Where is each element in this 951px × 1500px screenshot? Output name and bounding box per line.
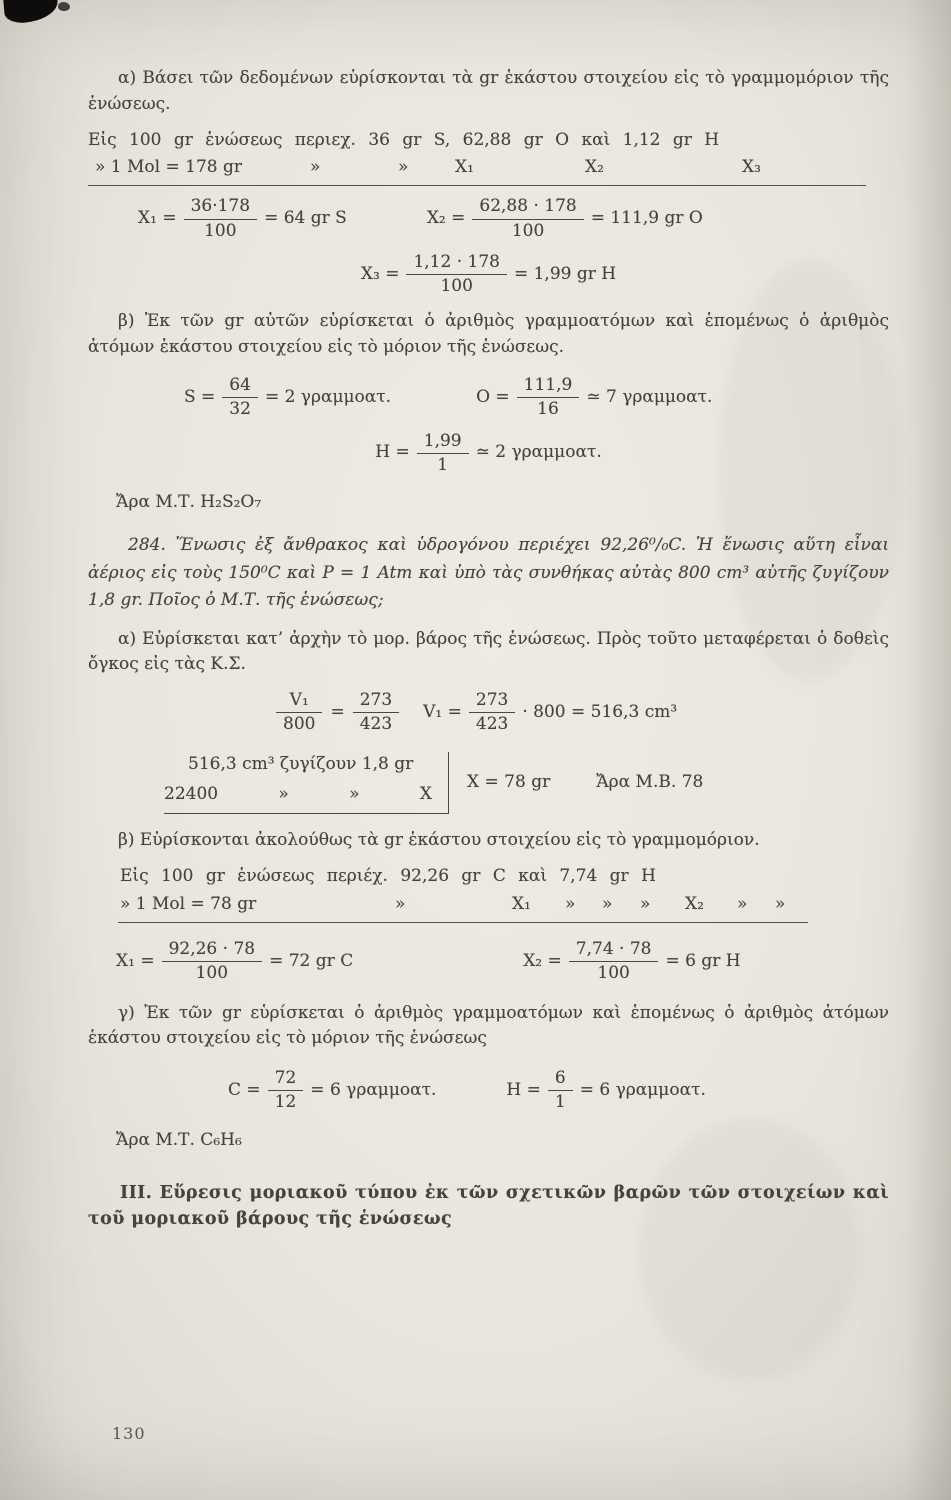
given-data-line-1: Εἰς 100 gr ἑνώσεως περιεχ. 36 gr S, 62,88 gr O καὶ 1,12 gr H <box>88 129 720 150</box>
equation-x3 <box>361 252 616 298</box>
equation-rhs: · 800 = 516,3 cm³ <box>522 702 678 723</box>
equation-rhs: = 6 γραμμοατ. <box>310 1080 437 1101</box>
equation-lhs: H = <box>375 442 410 463</box>
fraction-numerator: 6 <box>548 1068 573 1091</box>
equation-h <box>375 431 601 477</box>
section-iii-heading: III. Εὕρεσις μοριακοῦ τύπου ἐκ τῶν σχετικῶν βαρῶν τῶν στοιχείων καὶ τοῦ μοριακοῦ βάρους τῆς ἑνώσεως <box>88 1182 889 1230</box>
conclusion-molecular-type-2: Ἄρα Μ.Τ. C₆H₆ <box>116 1129 242 1150</box>
equation-x1 <box>138 196 347 242</box>
paragraph-method-b: β) Ἐκ τῶν gr αὐτῶν εὑρίσκεται ὁ ἀριθμὸς γραμμοατόμων καὶ ἑπομένως ὁ ἀριθμὸς ἀτόμων ἑκάστου στοιχείου εἰς τὸ μόριον τῆς ἑνώσεως. <box>88 311 889 358</box>
equation-rhs: ≃ 7 γραμμοατ. <box>586 386 713 407</box>
unknown-x2: X₂ <box>585 157 604 178</box>
fraction <box>268 1068 304 1114</box>
proportion-row-1: 516,3 cm³ ζυγίζουν 1,8 gr <box>188 753 414 774</box>
fraction <box>184 196 257 242</box>
ditto-mark: » <box>349 783 360 804</box>
proportion-block <box>164 752 889 815</box>
fraction <box>569 939 659 985</box>
fraction-denominator: 16 <box>537 399 559 420</box>
page-number: 130 <box>112 1424 146 1443</box>
paragraph-284-step-a: α) Εὑρίσκεται κατ’ ἀρχὴν τὸ μορ. βάρος τῆς ἑνώσεως. Πρὸς τοῦτο μεταφέρεται ὁ δοθεὶς ὄγκος εἰς τὰς Κ.Σ. <box>88 628 889 675</box>
fraction <box>276 690 322 736</box>
proportion-header-row-1 <box>88 155 866 186</box>
fraction-numerator: V₁ <box>276 690 322 713</box>
fraction-numerator: 36·178 <box>184 196 257 219</box>
ditto-mark: » <box>395 894 406 915</box>
fraction-numerator: 62,88 · 178 <box>472 196 583 219</box>
mol-label: » 1 Mol = 78 gr <box>120 894 257 915</box>
fraction-numerator: 64 <box>222 375 258 398</box>
ditto-mark: » <box>565 894 576 915</box>
fraction-numerator: 273 <box>469 690 515 713</box>
fraction-numerator: 72 <box>268 1068 304 1091</box>
fraction <box>222 375 258 421</box>
unknown-x1: X₁ <box>512 894 531 915</box>
given-data-line-2: Εἰς 100 gr ἑνώσεως περιέχ. 92,26 gr C καὶ 7,74 gr H <box>120 866 656 887</box>
equation-row-volume <box>88 690 889 736</box>
equation-lhs: X₂ = <box>523 950 562 971</box>
equation-lhs: H = <box>506 1080 541 1101</box>
equation-rhs: = 2 γραμμοατ. <box>264 386 392 407</box>
fraction-numerator: 1,12 · 178 <box>406 252 507 275</box>
equation-rhs: = 111,9 gr O <box>590 208 703 229</box>
equation-row-c-h <box>88 1068 889 1114</box>
fraction-numerator: 273 <box>353 690 399 713</box>
equation-lhs: X₁ = <box>138 208 177 229</box>
equation-s <box>184 375 391 421</box>
equation-rhs: = 72 gr C <box>269 950 354 971</box>
fraction <box>353 690 399 736</box>
paragraph-method-a: α) Βάσει τῶν δεδομένων εὑρίσκονται τὰ gr ἑκάστου στοιχείου εἰς τὸ γραμμομόριον τῆς ἑνώσεως. <box>88 68 889 114</box>
fraction <box>472 196 583 242</box>
unknown-x3: X₃ <box>742 157 761 178</box>
unknown-x: X <box>419 783 432 804</box>
equation-h-second <box>506 1068 705 1114</box>
equation-lhs: O = <box>476 386 510 407</box>
equation-rhs: = 6 gr H <box>665 950 741 971</box>
problem-284-statement: 284. Ἕνωσις ἐξ ἄνθρακος καὶ ὑδρογόνου περιέχει 92,26⁰/₀C. Ἡ ἕνωσις αὕτη εἶναι ἀέριος εἰς τοὺς 150⁰C καὶ P = 1 Atm καὶ ὑπὸ τὰς συνθήκας αὐτὰς 800 cm³ αὐτῆς ζυγίζουν 1,8 gr. Ποῖος ὁ Μ.Τ. τῆς ἑνώσεως; <box>88 534 889 611</box>
fraction-denominator: 100 <box>440 276 473 297</box>
ditto-mark: » <box>737 894 748 915</box>
equation-rhs: ≃ 2 γραμμοατ. <box>475 442 602 463</box>
mol-label: » 1 Mol = 178 gr <box>95 157 243 178</box>
conclusion-molecular-type-1: Ἄρα Μ.Τ. H₂S₂O₇ <box>116 492 262 513</box>
unknown-x1: X₁ <box>455 157 474 178</box>
fraction-denominator: 423 <box>475 714 509 735</box>
paragraph-284-step-b: β) Εὑρίσκονται ἀκολούθως τὰ gr ἑκάστου στοιχείου εἰς τὸ γραμμομόριον. <box>118 830 760 851</box>
equation-x2-hydrogen <box>523 939 740 985</box>
fraction-denominator: 100 <box>204 220 237 241</box>
equation-rhs: = 6 γραμμοατ. <box>579 1080 706 1101</box>
fraction-denominator: 100 <box>195 963 229 984</box>
ditto-mark: » <box>310 157 321 178</box>
equation-row-x3 <box>88 252 889 298</box>
ditto-mark: » <box>640 894 651 915</box>
equation-c <box>228 1068 436 1114</box>
paragraph-284-step-c: γ) Ἐκ τῶν gr εὑρίσκεται ὁ ἀριθμὸς γραμμοατόμων καὶ ἑπομένως ὁ ἀριθμὸς ἀτόμων ἑκάστου στοιχείου εἰς τὸ μόριον τῆς ἑνώσεως <box>88 1002 889 1049</box>
equation-lhs: X₂ = <box>426 208 466 229</box>
fraction-numerator: 7,74 · 78 <box>569 939 659 962</box>
proportion-left <box>164 752 449 815</box>
equals-sign: = <box>330 702 345 723</box>
equation-rhs: = 1,99 gr H <box>513 263 617 284</box>
equation-lhs: C = <box>228 1080 261 1101</box>
fraction-numerator: 92,26 · 78 <box>162 939 263 962</box>
fraction-denominator: 800 <box>283 714 316 735</box>
proportion-header-row-2 <box>118 892 808 923</box>
ditto-mark: » <box>775 894 786 915</box>
conclusion-molar-weight: Ἄρα Μ.Β. 78 <box>596 772 704 793</box>
equation-o <box>476 375 712 421</box>
fraction <box>162 939 263 985</box>
equation-x1-carbon <box>116 939 353 985</box>
fraction-denominator: 423 <box>359 714 393 735</box>
equation-lhs: V₁ = <box>423 702 462 723</box>
equation-x2 <box>427 196 703 242</box>
fraction <box>417 431 469 477</box>
fraction-denominator: 1 <box>437 454 449 475</box>
proportion-result <box>449 752 703 815</box>
equation-rhs: = 64 gr S <box>264 208 347 229</box>
fraction-numerator: 111,9 <box>517 375 580 398</box>
equation-lhs: X₁ = <box>116 950 155 971</box>
fraction-denominator: 100 <box>597 963 630 984</box>
result-value: X = 78 gr <box>467 772 551 793</box>
fraction-numerator: 1,99 <box>417 431 469 454</box>
fraction <box>406 252 507 298</box>
fraction <box>469 690 515 736</box>
unknown-x2: X₂ <box>685 894 704 915</box>
equation-lhs: S = <box>184 386 216 407</box>
equation-v-ratio <box>276 690 399 736</box>
ditto-mark: » <box>602 894 613 915</box>
fraction-denominator: 32 <box>229 399 251 420</box>
fraction <box>548 1068 573 1114</box>
fraction-denominator: 1 <box>554 1092 566 1113</box>
proportion-row-2 <box>164 782 432 808</box>
ditto-mark: » <box>398 157 409 178</box>
fraction-denominator: 12 <box>274 1092 297 1113</box>
equation-row-s-o <box>88 375 889 421</box>
equation-lhs: X₃ = <box>360 263 400 284</box>
equation-row-x1-x2-second <box>88 939 889 985</box>
equation-row-h <box>88 431 889 477</box>
ditto-mark: » <box>278 783 289 804</box>
fraction-denominator: 100 <box>511 220 545 241</box>
equation-row-x1-x2 <box>88 196 889 242</box>
equation-v-solved <box>423 690 677 736</box>
proportion-value: 22400 <box>164 783 219 804</box>
fraction <box>517 375 580 421</box>
